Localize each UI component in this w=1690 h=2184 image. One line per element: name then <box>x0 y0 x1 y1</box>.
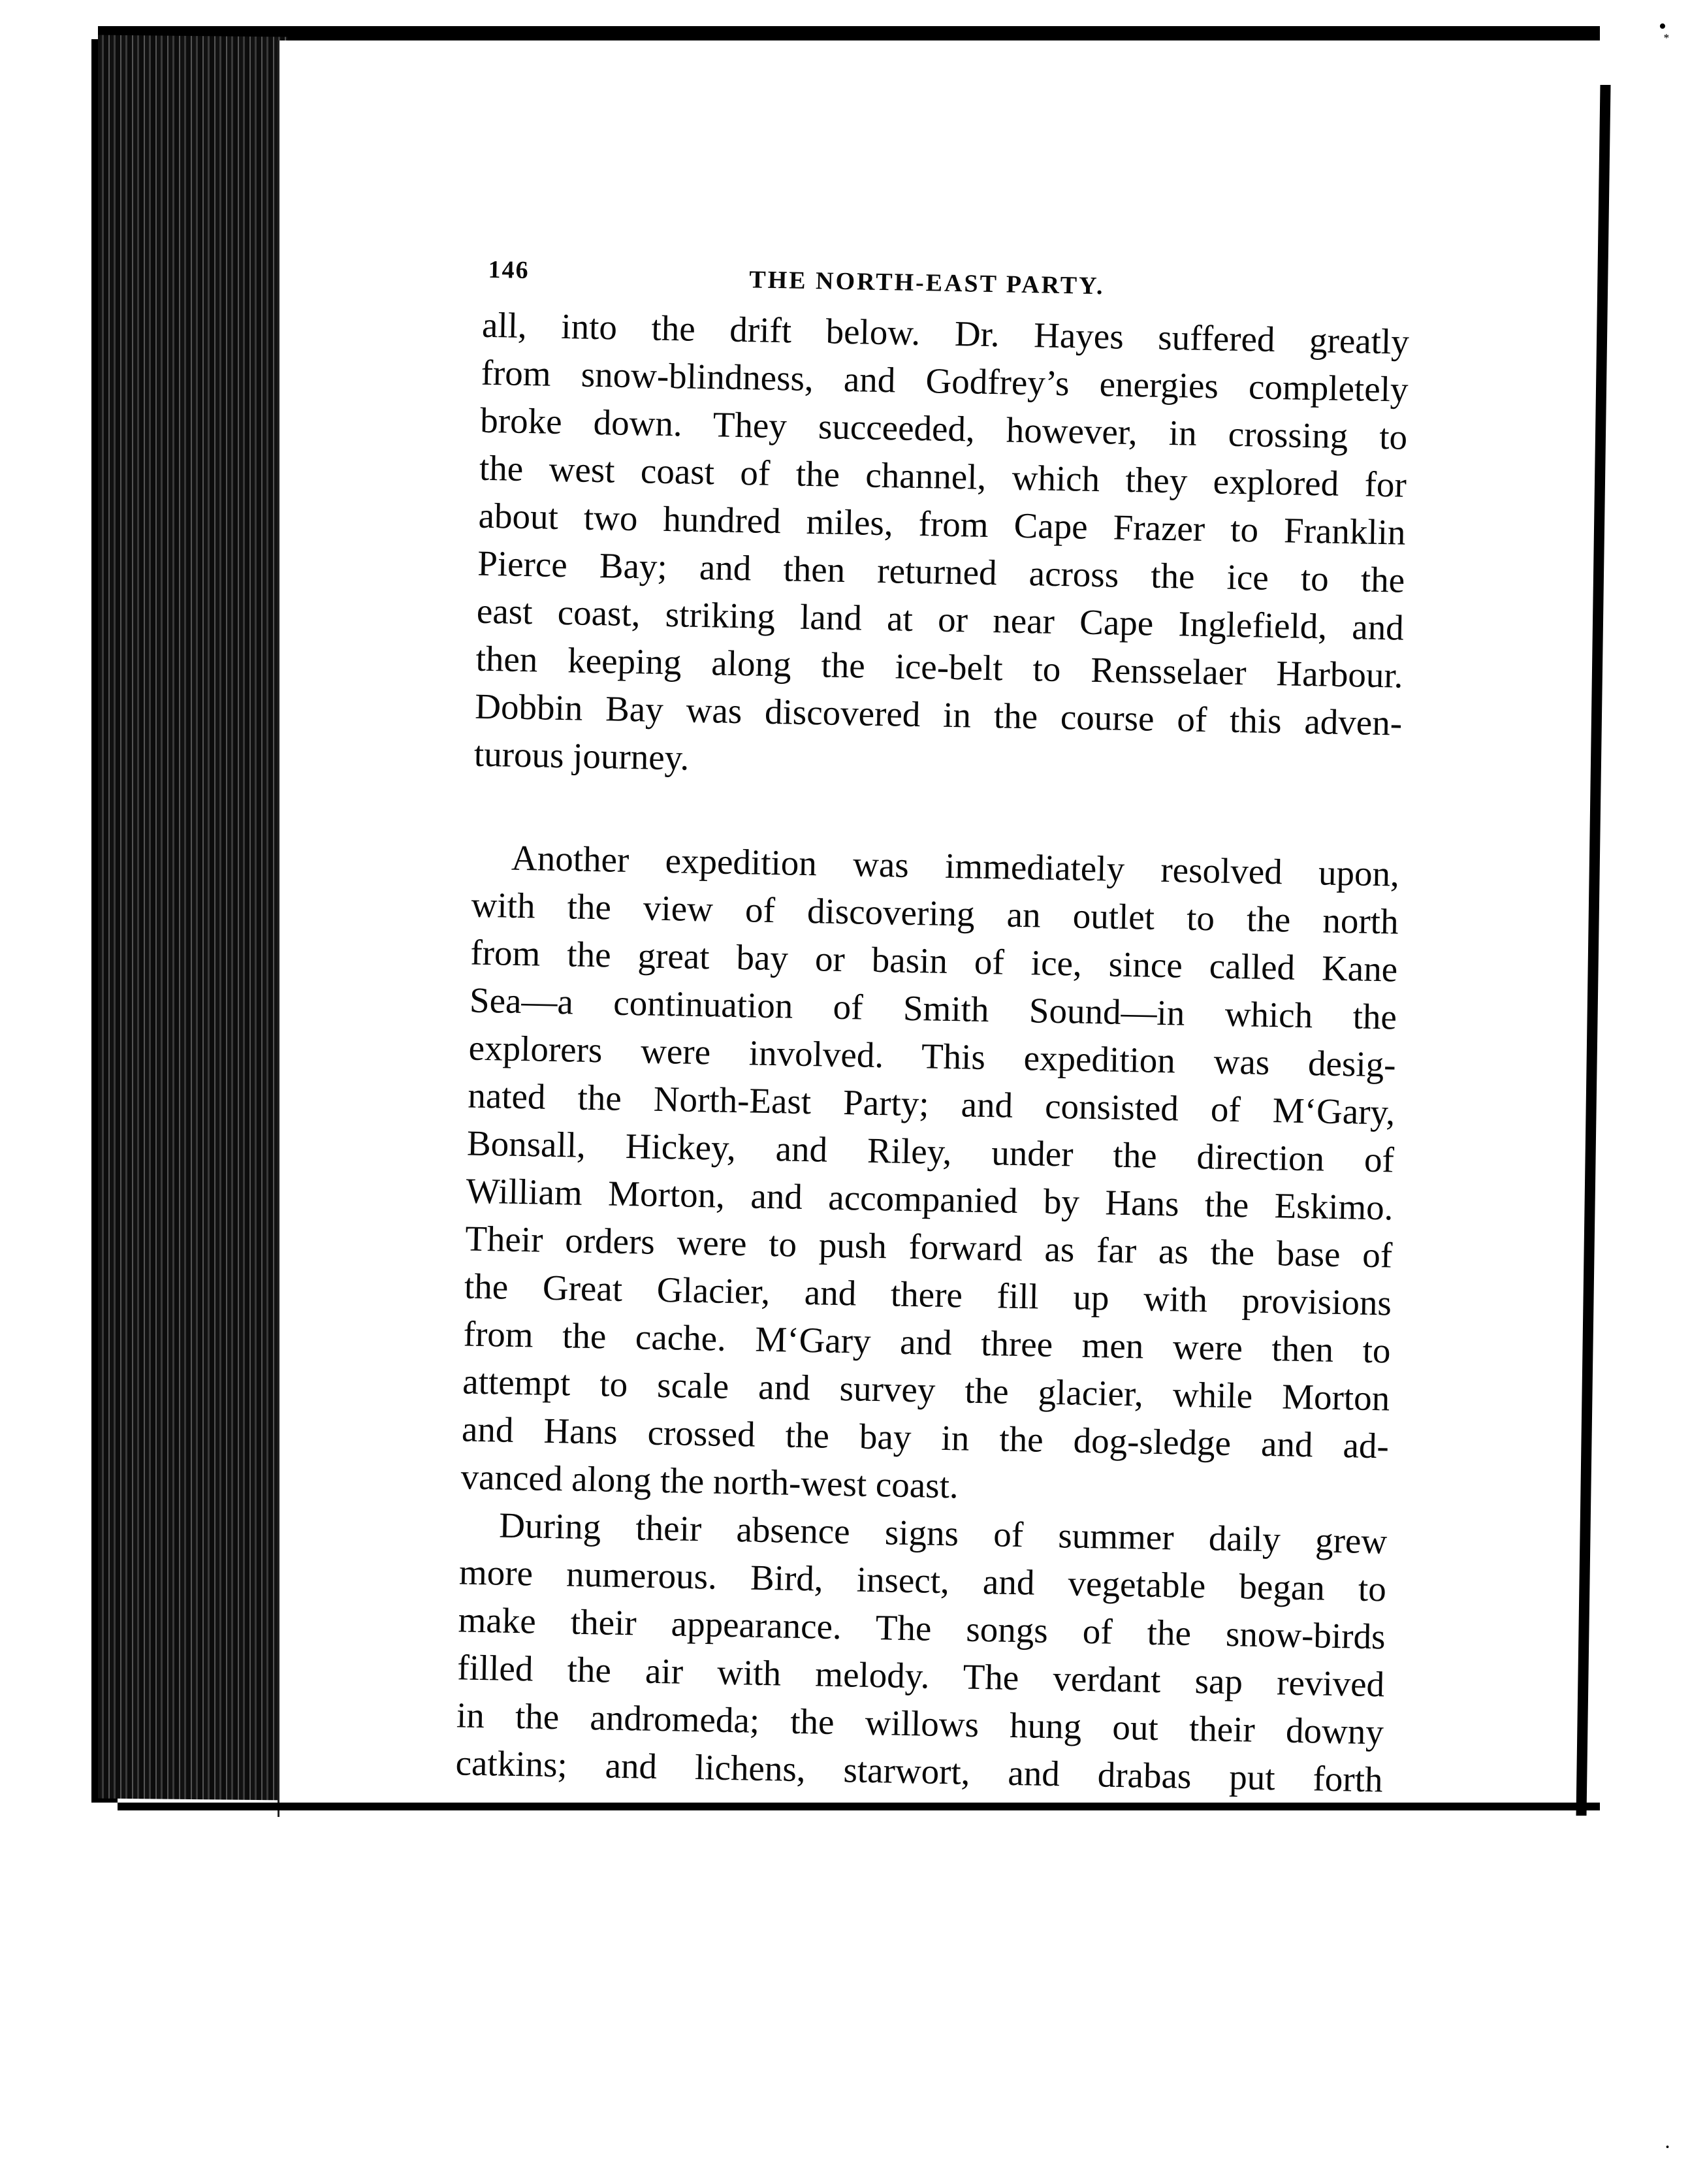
text-line: from the cache. M‘Gary and three men were then to <box>463 1313 1392 1371</box>
text-line: Their orders were to push forward as far as the base of <box>464 1218 1393 1276</box>
text-line: catkins; and lichens, starwort, and drabas put forth <box>455 1742 1384 1800</box>
text-line: from snow-blindness, and Godfrey’s energies completely <box>481 352 1409 410</box>
paragraph <box>434 833 1399 1518</box>
text-line: with the view of discovering an outlet to the north <box>471 884 1399 942</box>
text-line: more numerous. Bird, insect, and vegetable began to <box>458 1552 1387 1609</box>
text-line: Bonsall, Hickey, and Riley, under the direction of <box>466 1123 1395 1180</box>
text-column <box>429 255 1411 1803</box>
text-line: William Morton, and accompanied by Hans the Eskimo. <box>466 1170 1394 1228</box>
text-line: filled the air with melody. The verdant sap revived <box>456 1647 1385 1705</box>
text-line: the Great Glacier, and there fill up with provisions <box>464 1266 1392 1323</box>
book-top-edge <box>98 26 1600 40</box>
text-line: nated the North-East Party; and consisted of M‘Gary, <box>467 1075 1395 1132</box>
text-line: all, into the drift below. Dr. Hayes suffered greatly <box>481 304 1410 362</box>
text-line: make their appearance. The songs of the snow-birds <box>458 1599 1386 1657</box>
text-line: east coast, striking land at or near Cape Inglefield, and <box>476 590 1405 648</box>
text-line: Dobbin Bay was discovered in the course of this adven- <box>474 686 1403 743</box>
paragraph <box>429 1500 1388 1804</box>
page-number: 146 <box>488 255 530 285</box>
text-line: explorers were involved. This expedition was desig- <box>468 1027 1397 1085</box>
text-line: During their absence signs of summer daily grew <box>498 1505 1388 1562</box>
text-line: and Hans crossed the bay in the dog-sledge and ad- <box>461 1409 1390 1466</box>
text-line: Pierce Bay; and then returned across the ice to the <box>477 543 1405 600</box>
scan-corner-mark-top: •͙ <box>1659 13 1666 39</box>
scan-corner-mark-bottom: ˙ <box>1662 2142 1673 2168</box>
text-line: vanced along the north-west coast. <box>460 1456 959 1506</box>
text-line: broke down. They succeeded, however, in crossing to <box>479 400 1408 457</box>
text-line: the west coast of the channel, which they explored for <box>479 447 1407 505</box>
text-line: from the great bay or basin of ice, since called Kane <box>470 932 1398 989</box>
text-line: attempt to scale and survey the glacier, while Morton <box>462 1361 1390 1419</box>
running-title: THE NORTH-EAST PARTY. <box>748 266 1105 300</box>
paragraph <box>447 300 1409 795</box>
book-bottom-edge <box>118 1803 1600 1810</box>
text-line: turous journey. <box>473 733 690 778</box>
book-page-edges <box>98 35 287 1800</box>
text-line: about two hundred miles, from Cape Frazer to Franklin <box>478 495 1407 553</box>
text-line: then keeping along the ice-belt to Rensselaer Harbour. <box>475 638 1403 696</box>
text-line: Sea—a continuation of Smith Sound—in which the <box>469 980 1397 1037</box>
text-line: Another expedition was immediately resolved upon, <box>511 837 1400 894</box>
text-line: in the andromeda; the willows hung out their downy <box>456 1695 1384 1752</box>
